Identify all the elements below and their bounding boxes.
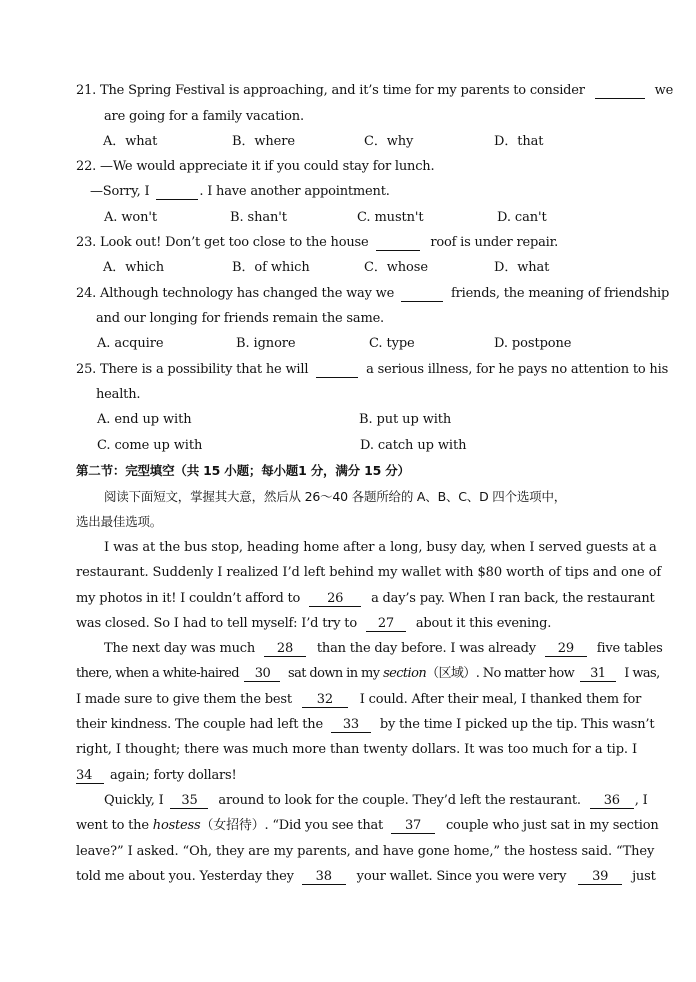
passage-text: I made sure to give them the best [76,692,292,707]
passage-line [104,793,648,809]
passage-text: a day’s pay. When I ran back, the restaurant [371,591,655,606]
option-d: D. postpone [494,336,572,351]
question-25-line2: health. [96,387,141,402]
question-number: 24. [76,286,97,301]
question-number: 25. [76,362,97,377]
passage-text: again; forty dollars! [110,768,237,783]
question-text: friends, the meaning of friendship [450,286,670,301]
option-d: D．what [494,260,550,275]
passage-text: just [632,869,656,884]
passage-line [104,641,663,657]
blank-32: 32 [302,693,348,708]
blank-29: 29 [545,642,587,657]
option-d: D．that [494,134,544,149]
passage-text: Quickly, I [104,793,164,808]
passage-line: I was at the bus stop, heading home after a long, busy day, when I served guests at a [104,540,657,555]
question-text: a serious illness, for he pays no attention to his [366,362,669,377]
passage-text: than the day before. I was already [316,641,536,656]
section-instruction: 阅读下面短文，掌握其大意，然后从 26～40 各题所给的 A、B、C、D 四个选项中， [104,489,567,504]
option-c: C．whose [364,260,428,275]
option-a: A．which [103,260,164,275]
blank-39: 39 [578,870,622,885]
question-number: 23. [76,235,97,250]
question-22-line2 [90,184,390,200]
blank-38: 38 [302,870,346,885]
question-21 [76,83,673,99]
passage-text: there, when a white-haired [76,666,239,681]
option-c: C. come up with [97,438,203,453]
question-text: roof is under repair. [430,235,559,250]
passage-text: was closed. So I had to tell myself: I’d try to [76,616,357,631]
passage-text: （区域）. No matter how [426,666,575,681]
question-text: —We would appreciate it if you could stay for lunch. [100,159,435,174]
passage-text: five tables [596,641,663,656]
question-text: —Sorry, I [90,184,150,199]
option-a: A. acquire [97,336,164,351]
passage-text: about it this evening. [415,616,552,631]
passage-text: , I [634,793,648,808]
passage-line [76,768,237,784]
passage-text: around to look for the couple. They’d left the restaurant. [218,793,581,808]
passage-line [76,869,656,885]
option-b: B. shan't [230,210,287,225]
option-c: C．why [364,134,414,149]
passage-text: I was, [624,666,660,681]
option-b: B．where [232,134,295,149]
passage-line [76,818,659,834]
question-number: 22. [76,159,97,174]
passage-text: your wallet. Since you were very [356,869,567,884]
passage-text: The next day was much [104,641,256,656]
passage-text: sat down in my [288,666,380,681]
blank-37: 37 [391,819,435,834]
option-d: D. can't [497,210,547,225]
option-d: D. catch up with [360,438,467,453]
question-text: . I have another appointment. [199,184,390,199]
question-23 [76,235,558,251]
question-22 [76,159,434,175]
passage-text-italic: section [383,666,427,681]
passage-line [76,666,660,682]
option-b: B．of which [232,260,310,275]
answer-blank [595,84,645,99]
question-21-line2: are going for a family vacation. [104,109,304,124]
passage-line [76,692,641,708]
passage-text: their kindness. The couple had left the [76,717,323,732]
question-text: we [654,83,674,98]
passage-text: I could. After their meal, I thanked them for [359,692,642,707]
passage-line: right, I thought; there was much more than twenty dollars. It was too much for a tip. I [76,742,638,757]
question-text: There is a possibility that he will [100,362,309,377]
passage-line [76,717,654,733]
blank-34: 34 [76,769,104,784]
passage-text: told me about you. Yesterday they [76,869,294,884]
blank-35: 35 [170,794,208,809]
option-c: C. type [369,336,415,351]
blank-26: 26 [309,592,361,607]
option-c: C. mustn't [357,210,424,225]
section-instruction-cont: 选出最佳选项。 [76,514,163,529]
question-24 [76,286,669,302]
question-number: 21. [76,83,97,98]
blank-36: 36 [590,794,634,809]
passage-line [76,616,551,632]
answer-blank [316,363,358,378]
passage-text: my photos in it! I couldn’t afford to [76,591,301,606]
blank-27: 27 [366,617,406,632]
question-25 [76,362,668,378]
passage-text: couple who just sat in my section [445,818,659,833]
answer-blank [401,287,443,302]
option-a: A．what [103,134,158,149]
blank-28: 28 [264,642,306,657]
option-a: A. won't [104,210,157,225]
question-text: Look out! Don’t get too close to the house [100,235,369,250]
option-a: A. end up with [97,412,192,427]
blank-31: 31 [580,667,616,682]
question-24-line2: and our longing for friends remain the same. [96,311,384,326]
passage-line [76,591,655,607]
question-text: Although technology has changed the way we [100,286,395,301]
passage-line: leave?” I asked. “Oh, they are my parents, and have gone home,” the hostess said. “They [76,844,655,859]
passage-text: by the time I picked up the tip. This wasn’t [379,717,655,732]
passage-line: restaurant. Suddenly I realized I’d left behind my wallet with $80 worth of tips and one of [76,565,662,580]
answer-blank [156,185,198,200]
option-b: B. put up with [359,412,452,427]
option-b: B. ignore [236,336,296,351]
answer-blank [376,236,420,251]
question-text: The Spring Festival is approaching, and it’s time for my parents to consider [100,83,585,98]
passage-text: went to the [76,818,149,833]
passage-text: （女招待）. “Did you see that [200,818,384,833]
blank-30: 30 [244,667,280,682]
passage-text-italic: hostess [152,818,201,833]
blank-33: 33 [331,718,371,733]
section-title: 第二节：完型填空（共 15 小题；每小题1 分，满分 15 分） [76,463,410,478]
